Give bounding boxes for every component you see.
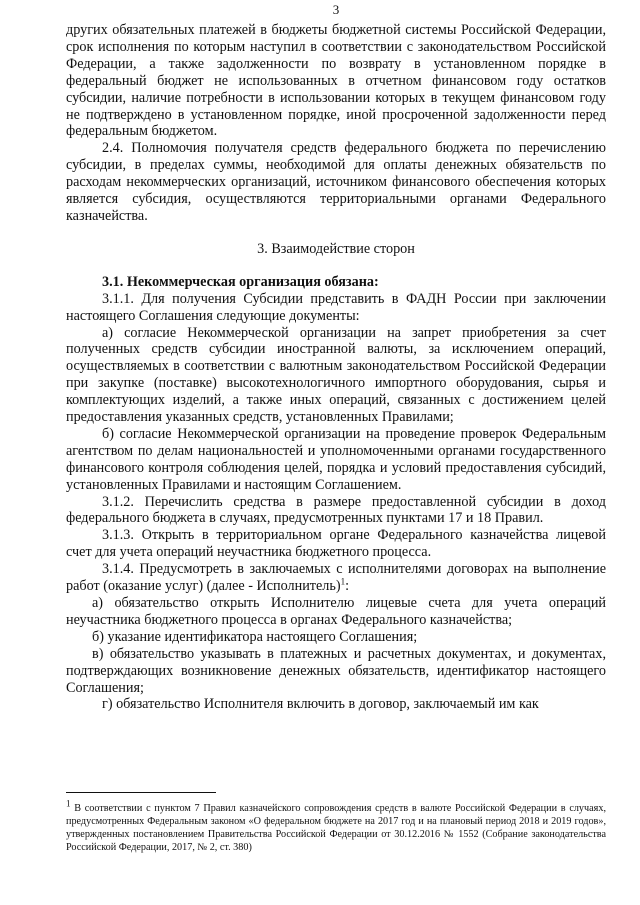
footnote-reference: 1 bbox=[340, 576, 346, 587]
section-heading: 3. Взаимодействие сторон bbox=[257, 240, 415, 257]
clause-3-1-4-text: 3.1.4. Предусмотреть в заключаемых с исполнителями договорах на выполнение работ (оказание услуг) (далее - Исполнитель) bbox=[66, 561, 606, 595]
clause-3-1-4-g: г) обязательство Исполнителя включить в договор, заключаемый им как bbox=[102, 696, 539, 713]
clause-3-1-3: 3.1.3. Открыть в территориальном органе Федерального казначейства лицевой счет для учета операций неучастника бюджетного процесса. bbox=[66, 527, 606, 561]
footnote-separator bbox=[66, 792, 216, 793]
clause-3-1-4-v: в) обязательство указывать в платежных и расчетных документах, и документах, подтверждающих возникновение денежных обязательств, идентификатор настоящего Соглашения; bbox=[66, 645, 606, 696]
clause-3-1-4-a: а) обязательство открыть Исполнителю лицевые счета для учета операций неучастника бюджетного процесса в органах Федерального казначейства; bbox=[66, 595, 606, 628]
clause-3-1-1-a: а) согласие Некоммерческой организации на запрет приобретения за счет полученных средств субсидии иностранной валюты, за исключением операций, осуществляемых в соответствии с валютным законодательством Российской Федерации при закупке (поставке) высокотехнологичного импортного оборудования, сырья и комплектующих изделий, а также иных операций, связанных с достижением целей предоставления указанных средств, установленных Правилами; bbox=[66, 324, 606, 426]
page-number: 3 bbox=[332, 2, 340, 17]
clause-3-1-2: 3.1.2. Перечислить средства в размере предоставленной субсидии в доход федерального бюджета в случаях, предусмотренных пунктами 17 и 18 Правил. bbox=[66, 493, 606, 527]
footnote-marker: 1 bbox=[66, 798, 71, 809]
clause-3-1-1-b: б) согласие Некоммерческой организации на проведение проверок Федеральным агентством по делам национальностей и уполномоченными органами государственного финансового контроля соблюдения целей, порядка и условий предоставления субсидий, установленных Правилами и настоящим Соглашением. bbox=[66, 425, 606, 493]
clause-3-1-1: 3.1.1. Для получения Субсидии представить в ФАДН России при заключении настоящего Соглашения следующие документы: bbox=[66, 290, 606, 324]
clause-3-1-4-colon: : bbox=[345, 578, 350, 595]
document-page bbox=[66, 0, 606, 905]
footnote bbox=[66, 798, 606, 854]
clause-3-1-4 bbox=[66, 561, 606, 595]
subsection-heading: 3.1. Некоммерческая организация обязана: bbox=[102, 273, 379, 290]
clause-3-1-4-b: б) указание идентификатора настоящего Соглашения; bbox=[92, 628, 418, 645]
paragraph-continuation: других обязательных платежей в бюджеты бюджетной системы Российской Федерации, срок исполнения по которым наступил в соответствии с законодательством Российской Федерации, а также задолженности по возврату в установленном порядке в федеральный бюджет не использованных в отчетном финансовом году остатков субсидии, наличие потребности в использовании которых в текущем финансовом году не подтверждено в установленном порядке, иной просроченной задолженности перед федеральным бюджетом. bbox=[66, 22, 606, 140]
footnote-text: В соответствии с пунктом 7 Правил казначейского сопровождения средств в валюте Российской Федерации в случаях, предусмотренных Федеральным законом «О федеральном бюджете на 2017 год и на плановый период 2018 и 2019 годов», утвержденных постановлением Правительства Российской Федерации от 30.12.2016 № 1552 (Собрание законодательства Российской Федерации, 2017, № 2, ст. 380) bbox=[66, 803, 606, 853]
document-body bbox=[66, 22, 606, 713]
paragraph-2-4: 2.4. Полномочия получателя средств федерального бюджета по перечислению субсидии, в пределах суммы, необходимой для оплаты денежных обязательств по расходам некоммерческих организаций, источником финансового обеспечения которых является субсидия, осуществляются территориальными органами Федерального казначейства. bbox=[66, 140, 606, 224]
